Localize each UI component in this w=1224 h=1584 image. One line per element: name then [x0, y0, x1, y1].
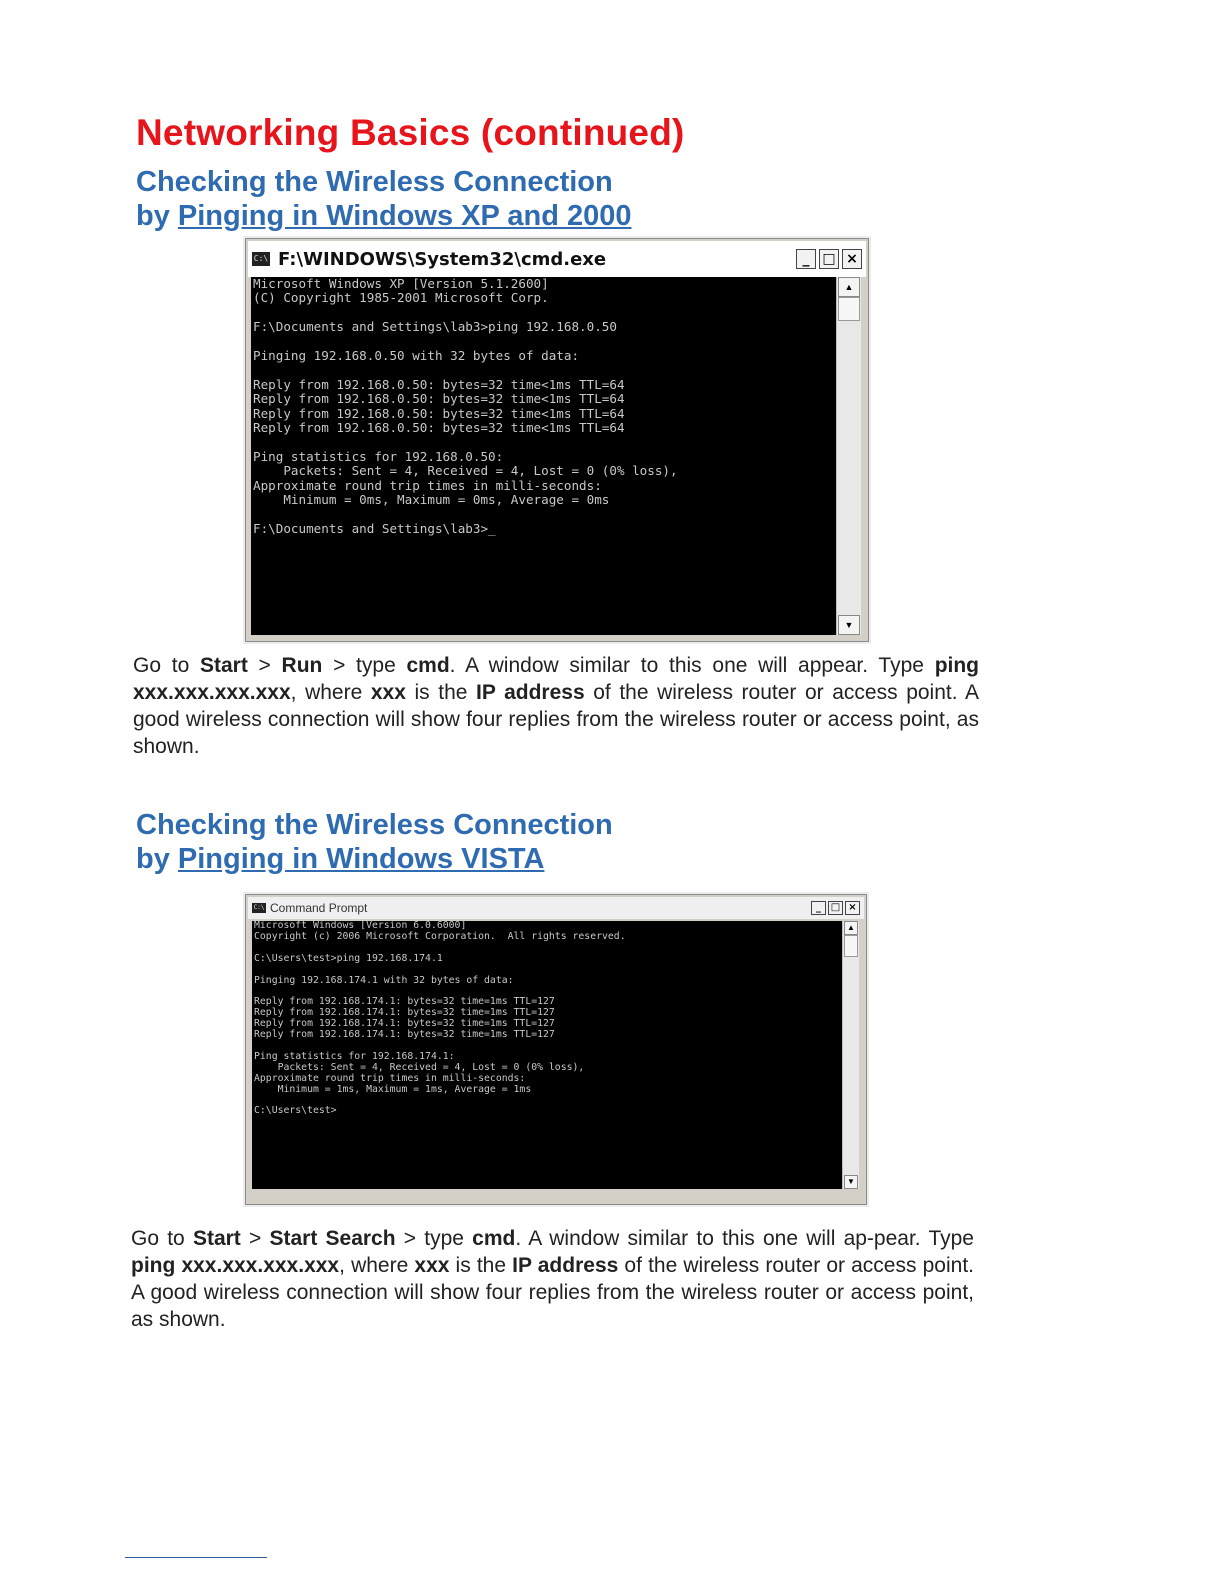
bold-xxx: xxx: [414, 1254, 450, 1277]
minimize-button[interactable]: _: [796, 249, 816, 269]
instructions-xp: [133, 652, 979, 760]
maximize-button[interactable]: □: [828, 901, 843, 915]
window-title: Command Prompt: [270, 901, 368, 915]
text-span: Go to: [131, 1227, 193, 1250]
bold-ip-address: IP address: [512, 1254, 619, 1277]
window-titlebar[interactable]: [248, 897, 864, 919]
console-output-area[interactable]: [251, 277, 836, 635]
vertical-scrollbar[interactable]: [836, 277, 861, 635]
bold-ip-address: IP address: [476, 681, 585, 704]
bold-start: Start: [199, 654, 248, 677]
heading-by: by: [136, 843, 178, 875]
bold-ping: ping: [131, 1254, 176, 1277]
vertical-scrollbar[interactable]: [842, 921, 859, 1189]
heading-link-vista[interactable]: Pinging in Windows VISTA: [177, 843, 545, 875]
minimize-button[interactable]: _: [811, 901, 826, 915]
cmd-icon: C:\: [252, 252, 270, 266]
scroll-up-arrow-icon[interactable]: ▲: [838, 277, 860, 297]
text-span: > type: [395, 1227, 473, 1250]
maximize-button[interactable]: □: [819, 249, 839, 269]
vista-cmd-window[interactable]: [245, 894, 867, 1205]
bold-run: Run: [281, 654, 323, 677]
text-span: of the wireless router or access point. A good wireless connection will show four replies from the wireless router or access point, as shown.: [131, 1254, 974, 1331]
text-span: >: [247, 654, 282, 677]
bold-cmd: cmd: [406, 654, 450, 677]
text-span: is the: [405, 681, 477, 704]
heading-line1: Checking the Wireless Connection: [136, 809, 613, 841]
heading-line1: Checking the Wireless Connection: [136, 166, 613, 198]
text-span: . A window similar to this one will appear. Type: [449, 654, 935, 677]
console-text: Microsoft Windows [Version 6.0.6000] Copyright (c) 2006 Microsoft Corporation. All rights reserved. C:\Users\test>ping 192.168.174.1 Pinging 192.168.174.1 with 32 bytes of data: Reply from 192.168.174.1: bytes=32 time=1ms TTL=127 Reply from 192.168.174.1: bytes=32 time=1ms TTL=127 Reply from 192.168.174.1: bytes=32 time=1ms TTL=127 Reply from 192.168.174.1: bytes=32 time=1ms TTL=127 Ping statistics for 192.168.174.1: Packets: Sent = 4, Received = 4, Lost = 0 (0% loss), Approximate round trip times in milli-seconds: Minimum = 1ms, Maximum = 1ms, Average = 1ms C:\Users\test>: [254, 921, 626, 1117]
bold-start-search: Start Search: [269, 1227, 396, 1250]
bold-start: Start: [192, 1227, 241, 1250]
text-span: of the wireless router or access point. A good wireless connection will show four replies from the wireless router or access point, as shown.: [133, 681, 979, 758]
footer-divider: [125, 1557, 267, 1558]
window-title: F:\WINDOWS\System32\cmd.exe: [278, 248, 607, 270]
scrollbar-thumb[interactable]: [838, 297, 860, 321]
scroll-down-arrow-icon[interactable]: ▼: [838, 615, 860, 635]
cmd-icon: C:\: [253, 904, 265, 911]
bold-address-pattern: xxx.xxx.xxx.xxx: [175, 1254, 340, 1277]
text-span: >: [240, 1227, 270, 1250]
console-output-area[interactable]: [252, 921, 842, 1189]
page-title: Networking Basics (continued): [136, 112, 685, 153]
scrollbar-thumb[interactable]: [844, 935, 858, 957]
bold-ping: ping: [934, 654, 980, 677]
scroll-up-arrow-icon[interactable]: ▲: [844, 921, 858, 935]
text-span: is the: [449, 1254, 513, 1277]
text-span: Go to: [133, 654, 200, 677]
close-button[interactable]: ×: [845, 901, 860, 915]
console-text: Microsoft Windows XP [Version 5.1.2600] (C) Copyright 1985-2001 Microsoft Corp. F:\Documents and Settings\lab3>ping 192.168.0.50 Pinging 192.168.0.50 with 32 bytes of data: Reply from 192.168.0.50: bytes=32 time<1ms TTL=64 Reply from 192.168.0.50: bytes=32 time<1ms TTL=64 Reply from 192.168.0.50: bytes=32 time<1ms TTL=64 Reply from 192.168.0.50: bytes=32 time<1ms TTL=64 Ping statistics for 192.168.0.50: Packets: Sent = 4, Received = 4, Lost = 0 (0% loss), Approximate round trip times in milli-seconds: Minimum = 0ms, Maximum = 0ms, Average = 0ms F:\Documents and Settings\lab3>_: [253, 277, 678, 536]
section-heading-vista: [136, 808, 613, 876]
window-titlebar[interactable]: [248, 241, 866, 277]
instructions-vista: [131, 1225, 974, 1333]
text-span: , where: [290, 681, 371, 704]
xp-cmd-window[interactable]: [245, 238, 869, 642]
text-span: , where: [339, 1254, 415, 1277]
close-button[interactable]: ×: [842, 249, 862, 269]
bold-address-pattern: xxx.xxx.xxx.xxx: [133, 681, 291, 704]
scroll-down-arrow-icon[interactable]: ▼: [844, 1175, 858, 1189]
bold-xxx: xxx: [370, 681, 406, 704]
text-span: > type: [322, 654, 407, 677]
bold-cmd: cmd: [472, 1227, 516, 1250]
section-heading-xp: [136, 165, 632, 233]
heading-by: by: [136, 200, 178, 232]
text-span: . A window similar to this one will ap-pear. Type: [515, 1227, 974, 1250]
heading-link-xp[interactable]: Pinging in Windows XP and 2000: [177, 200, 632, 232]
